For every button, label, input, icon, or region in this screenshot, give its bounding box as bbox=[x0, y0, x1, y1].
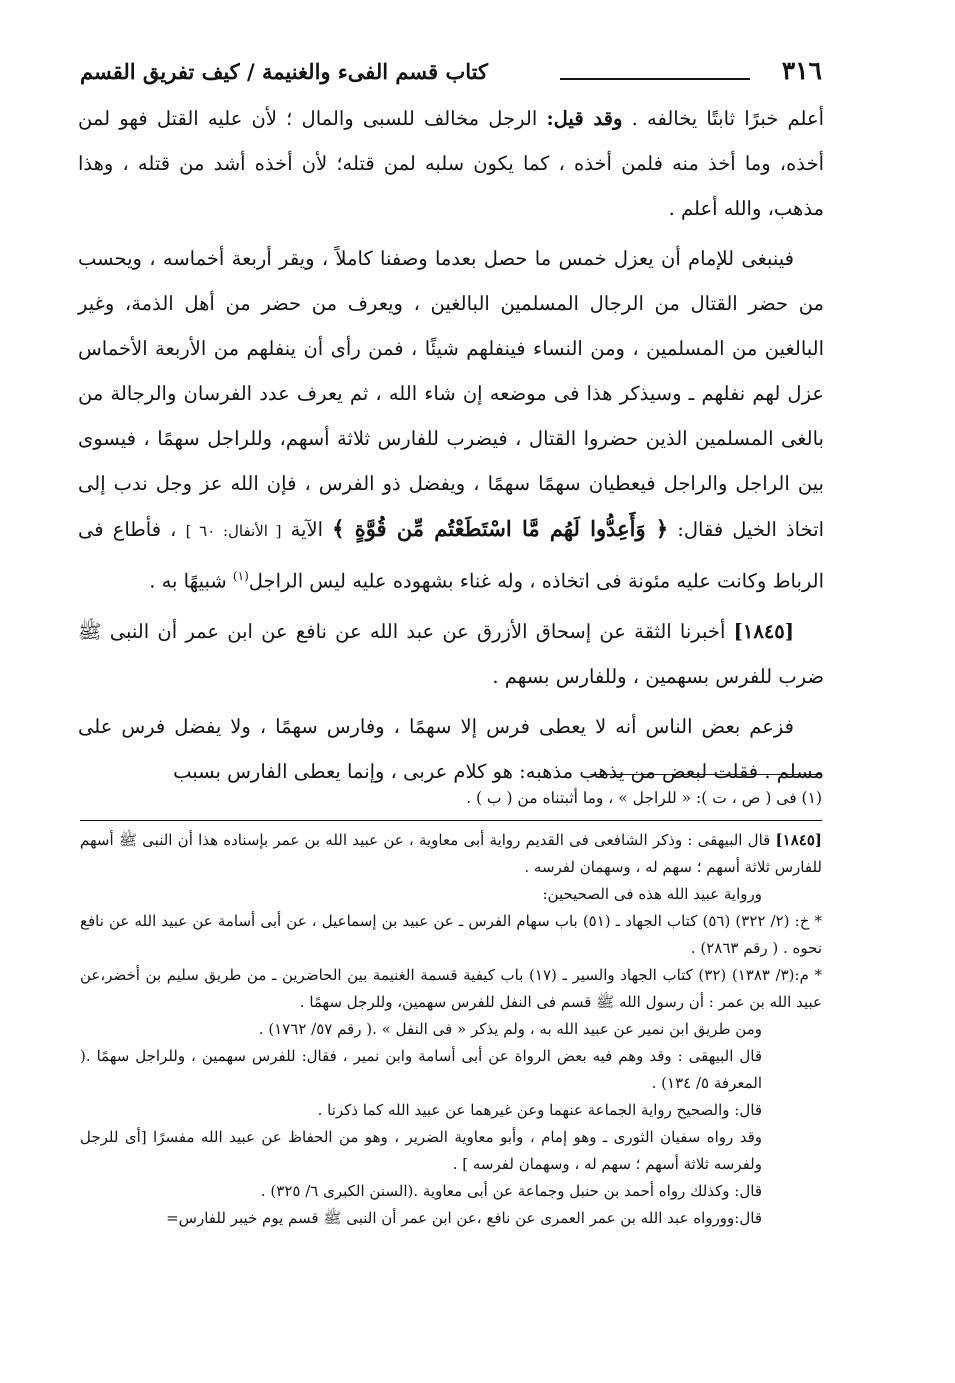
notes-separator bbox=[80, 820, 822, 821]
verse-ref-word: الآية bbox=[290, 518, 324, 541]
note-7: قال: والصحيح رواية الجماعة عنهما وعن غيرهما عن عبيد الله كما ذكرنا . bbox=[317, 1101, 762, 1119]
hadith-number: [١٨٤٥] bbox=[733, 619, 795, 643]
p1-text-c: الرجل مخالف للسبى والمال ؛ لأن عليه القتل فهو لمن أخذه، وما أخذ منه فلمن أخذه ، كما يكون سلبه لمن قتله؛ لأن أخذه أشد من قتله ، وهذا مذهب، والله أعلم . bbox=[78, 107, 824, 220]
note-hadith-number: [١٨٤٥] bbox=[775, 831, 822, 849]
p1-text-a: أعلم خبرًا ثابتًا يخالفه . bbox=[631, 107, 825, 130]
verse-reference: [ الأنفال: ٦٠ ] bbox=[185, 522, 282, 540]
page-header bbox=[80, 54, 822, 94]
note-3: * خ: (٢/ ٣٢٢) (٥٦) كتاب الجهاد ـ (٥١) باب سهام الفرس ـ عن عبيد بن إسماعيل ، عن أبى أسامة عن عبيد الله عن نافع نحوه . ( رقم ٢٨٦٣) . bbox=[80, 912, 822, 957]
p2-text-a: فينبغى للإمام أن يعزل خمس ما حصل بعدما وصفنا كاملاً ، ويقر أربعة أخماسه ، ويحسب من حضر القتال من الرجال المسلمين البالغين ، ويعرف من حضر من أهل الذمة، وغير البالغين من المسلمين ، ومن النساء فينفلهم شيئًا ، فمن رأى أن ينفلهم من الأربعة الأخماس عزل لهم نفلهم ـ وسيذكر هذا فى موضعه إن شاء الله ، ثم يعرف عدد الفرسان والرجالة من بالغى المسلمين الذين حضروا القتال ، فيضرب للفارس ثلاثة أسهم، وللراجل سهمًا ، فيسوى بين الراجل والراجل فيعطيان سهمًا سهمًا ، ويفضل ذو الفرس ، فإن الله عز وجل ندب إلى اتخاذ الخيل فقال: bbox=[78, 247, 825, 541]
note-2: ورواية عبيد الله هذه فى الصحيحين: bbox=[542, 885, 762, 903]
note-5: ومن طريق ابن نمير عن عبيد الله به ، ولم يذكر « فى النفل » .( رقم ٥٧/ ١٧٦٢) . bbox=[258, 1020, 762, 1038]
note-1-text: قال البيهقى : وذكر الشافعى فى القديم رواية أبى معاوية ، عن عبيد الله بن عمر بإسناده هذا أن النبى ﷺ أسهم للفارس ثلاثة أسهم ؛ سهم له ، وسهمان لفرسه . bbox=[80, 831, 822, 876]
p4-text: فزعم بعض الناس أنه لا يعطى فرس إلا سهمًا ، وفارس سهمًا ، ولا يفضل فرس على مسلم . فقلت لبعض من يذهب مذهبه: هو كلام عربى ، وإنما يعطى الفارس بسبب bbox=[78, 714, 824, 783]
main-text bbox=[78, 96, 824, 794]
p3-text: أخبرنا الثقة عن إسحاق الأزرق عن عبد الله عن نافع عن ابن عمر أن النبى ﷺ ضرب للفرس بسهمين ، وللفارس بسهم . bbox=[78, 619, 824, 688]
footnote-1: (١) فى ( ص ، ت ): « للراجل » ، وما أثبتناه من ( ب ) . bbox=[466, 789, 822, 807]
p2-text-c: شبيهًا به . bbox=[149, 569, 227, 593]
running-title: كتاب قسم الفىء والغنيمة / كيف تفريق القسم bbox=[80, 59, 488, 84]
page-number: ٣١٦ bbox=[781, 56, 822, 85]
note-9: قال: وكذلك رواه أحمد بن حنبل وجماعة عن أبى معاوية .(السنن الكبرى ٦/ ٣٢٥) . bbox=[260, 1182, 762, 1200]
paragraph-3 bbox=[78, 609, 824, 699]
footnote-separator bbox=[590, 774, 822, 775]
p2-text-b: ، فأطاع فى الرباط وكانت عليه مئونة فى اتخاذه ، وله غناء بشهوده عليه ليس الراجل bbox=[78, 518, 824, 593]
p1-bold-phrase: وقد قيل: bbox=[546, 107, 623, 130]
header-rule bbox=[560, 78, 750, 80]
note-4: * م:(٣/ ١٣٨٣) (٣٢) كتاب الجهاد والسير ـ (١٧) باب كيفية قسمة الغنيمة بين الحاضرين ـ من طريق سليم بن أخضر،عن عبيد الله بن عمر : أن رسول الله ﷺ قسم فى النفل للفرس سهمين، وللرجل سهمًا . bbox=[80, 966, 822, 1011]
paragraph-2 bbox=[78, 236, 824, 604]
note-10: قال:وورواه عبد الله بن عمر العمرى عن نافع ،عن ابن عمر أن النبى ﷺ قسم يوم خيبر للفارس= bbox=[166, 1209, 762, 1227]
note-6: قال البيهقى : وقد وهم فيه بعض الرواة عن أبى أسامة وابن نمير ، فقال: للفرس سهمين ، وللراجل سهمًا .( المعرفة ٥/ ١٣٤) . bbox=[80, 1047, 762, 1092]
note-1 bbox=[80, 827, 822, 881]
paragraph-1 bbox=[78, 96, 824, 231]
footnote-marker-1: (١) bbox=[232, 569, 249, 583]
paragraph-4 bbox=[78, 704, 824, 794]
takhrij-notes bbox=[80, 827, 822, 1232]
note-8: وقد رواه سفيان الثورى ـ وهو إمام ، وأبو معاوية الضرير ، وهو من الحفاظ عن عبيد الله مفسرًا [أى للرجل ولفرسه ثلاثة أسهم ؛ سهم له ، وسهمان لفرسه ] . bbox=[80, 1128, 762, 1173]
quran-verse: ﴿ وَأَعِدُّوا لَهُم مَّا اسْتَطَعْتُم مِّن قُوَّةٍ ﴾ bbox=[332, 516, 669, 541]
